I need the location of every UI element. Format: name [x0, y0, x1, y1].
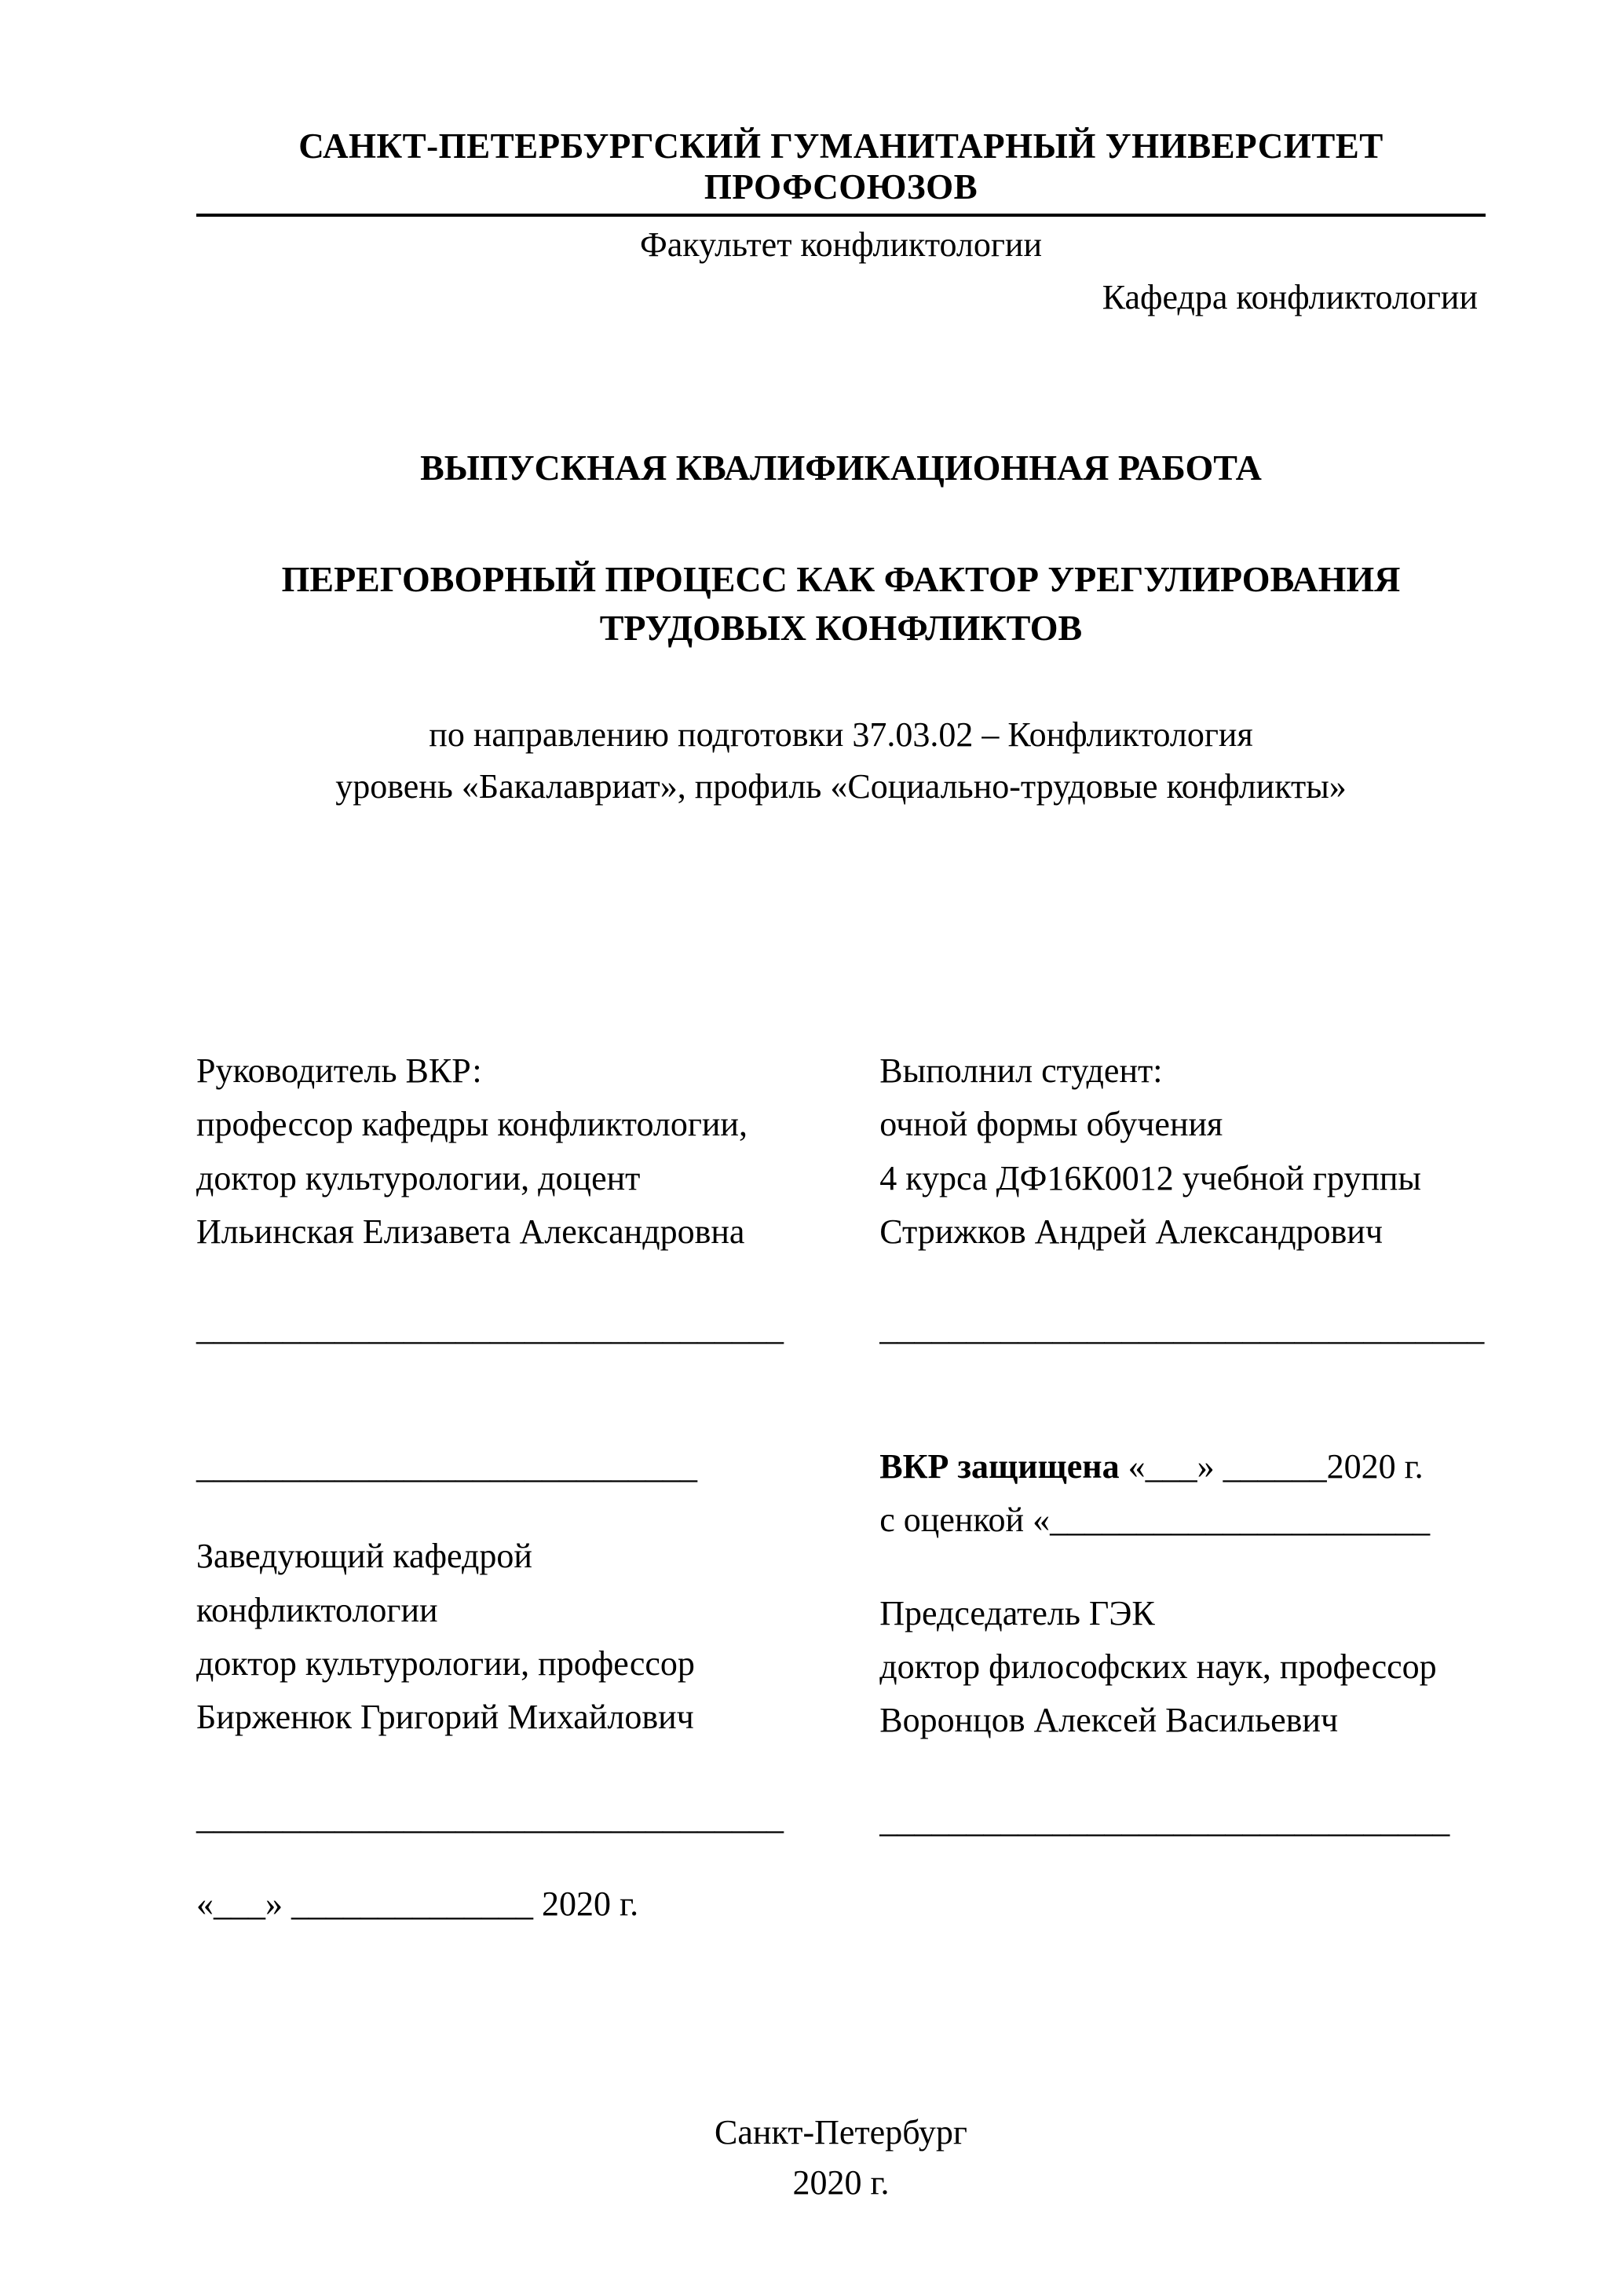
- program-direction: по направлению подготовки 37.03.02 – Конфликтология: [429, 715, 1253, 755]
- program-level: уровень «Бакалавриат», профиль «Социально-трудовые конфликты»: [335, 767, 1347, 806]
- defense-section: [196, 1440, 1486, 1931]
- supervisor-name: Ильинская Елизавета Александровна: [196, 1212, 745, 1251]
- defended-label: ВКР защищена: [879, 1447, 1120, 1486]
- head-position: доктор культурологии, профессор: [196, 1643, 695, 1683]
- footer-city: Санкт-Петербург: [715, 2113, 967, 2152]
- supervisor-position1: профессор кафедры конфликтологии,: [196, 1105, 748, 1144]
- work-type-title: ВЫПУСКНАЯ КВАЛИФИКАЦИОННАЯ РАБОТА: [420, 448, 1262, 488]
- department-name: Кафедра конфликтологии: [1102, 278, 1478, 316]
- grade-line: с оценкой «______________________: [879, 1501, 1431, 1540]
- head-signature-line: __________________________________: [196, 1798, 784, 1837]
- chairman-name: Воронцов Алексей Васильевич: [879, 1700, 1339, 1739]
- defended-date-blanks: «___» ______2020 г.: [1119, 1447, 1424, 1486]
- head-date-line: «___» ______________ 2020 г.: [196, 1885, 639, 1924]
- department-head-block: [196, 1440, 879, 1931]
- supervisor-block: [196, 1044, 879, 1259]
- supervisor-label: Руководитель ВКР:: [196, 1051, 482, 1091]
- university-name: САНКТ-ПЕТЕРБУРГСКИЙ ГУМАНИТАРНЫЙ УНИВЕРСИТЕТ ПРОФСОЮЗОВ: [196, 126, 1486, 217]
- thesis-title-line1: ПЕРЕГОВОРНЫЙ ПРОЦЕСС КАК ФАКТОР УРЕГУЛИРОВАНИЯ: [281, 559, 1401, 599]
- first-signature-row: [196, 1302, 1486, 1355]
- supervisor-position2: доктор культурологии, доцент: [196, 1158, 641, 1197]
- head-name: Бирженюк Григорий Михайлович: [196, 1697, 694, 1736]
- student-group: 4 курса ДФ16К0012 учебной группы: [879, 1158, 1421, 1197]
- chairman-position: доктор философских наук, профессор: [879, 1647, 1437, 1686]
- head-signature-line-top: _____________________________: [196, 1447, 697, 1486]
- student-label: Выполнил студент:: [879, 1051, 1163, 1091]
- footer: [196, 2108, 1486, 2208]
- head-title-line1: Заведующий кафедрой: [196, 1537, 532, 1576]
- faculty-name: Факультет конфликтологии: [639, 225, 1042, 264]
- supervisor-signature-line: __________________________________: [196, 1308, 784, 1347]
- student-signature-line: ___________________________________: [879, 1308, 1485, 1347]
- program-info: [196, 709, 1486, 813]
- thesis-title-line2: ТРУДОВЫХ КОНФЛИКТОВ: [599, 608, 1083, 649]
- thesis-title: [196, 555, 1486, 653]
- people-section: [196, 1044, 1486, 1259]
- student-block: [879, 1044, 1486, 1259]
- chairman-label: Председатель ГЭК: [879, 1593, 1155, 1632]
- head-title-line2: конфликтологии: [196, 1590, 438, 1629]
- chairman-block: [879, 1440, 1486, 1931]
- student-name: Стрижков Андрей Александрович: [879, 1212, 1383, 1251]
- footer-year: 2020 г.: [792, 2163, 890, 2203]
- defended-line: [879, 1440, 1486, 1493]
- chairman-signature-line: _________________________________: [879, 1801, 1450, 1841]
- student-study-form: очной формы обучения: [879, 1105, 1223, 1144]
